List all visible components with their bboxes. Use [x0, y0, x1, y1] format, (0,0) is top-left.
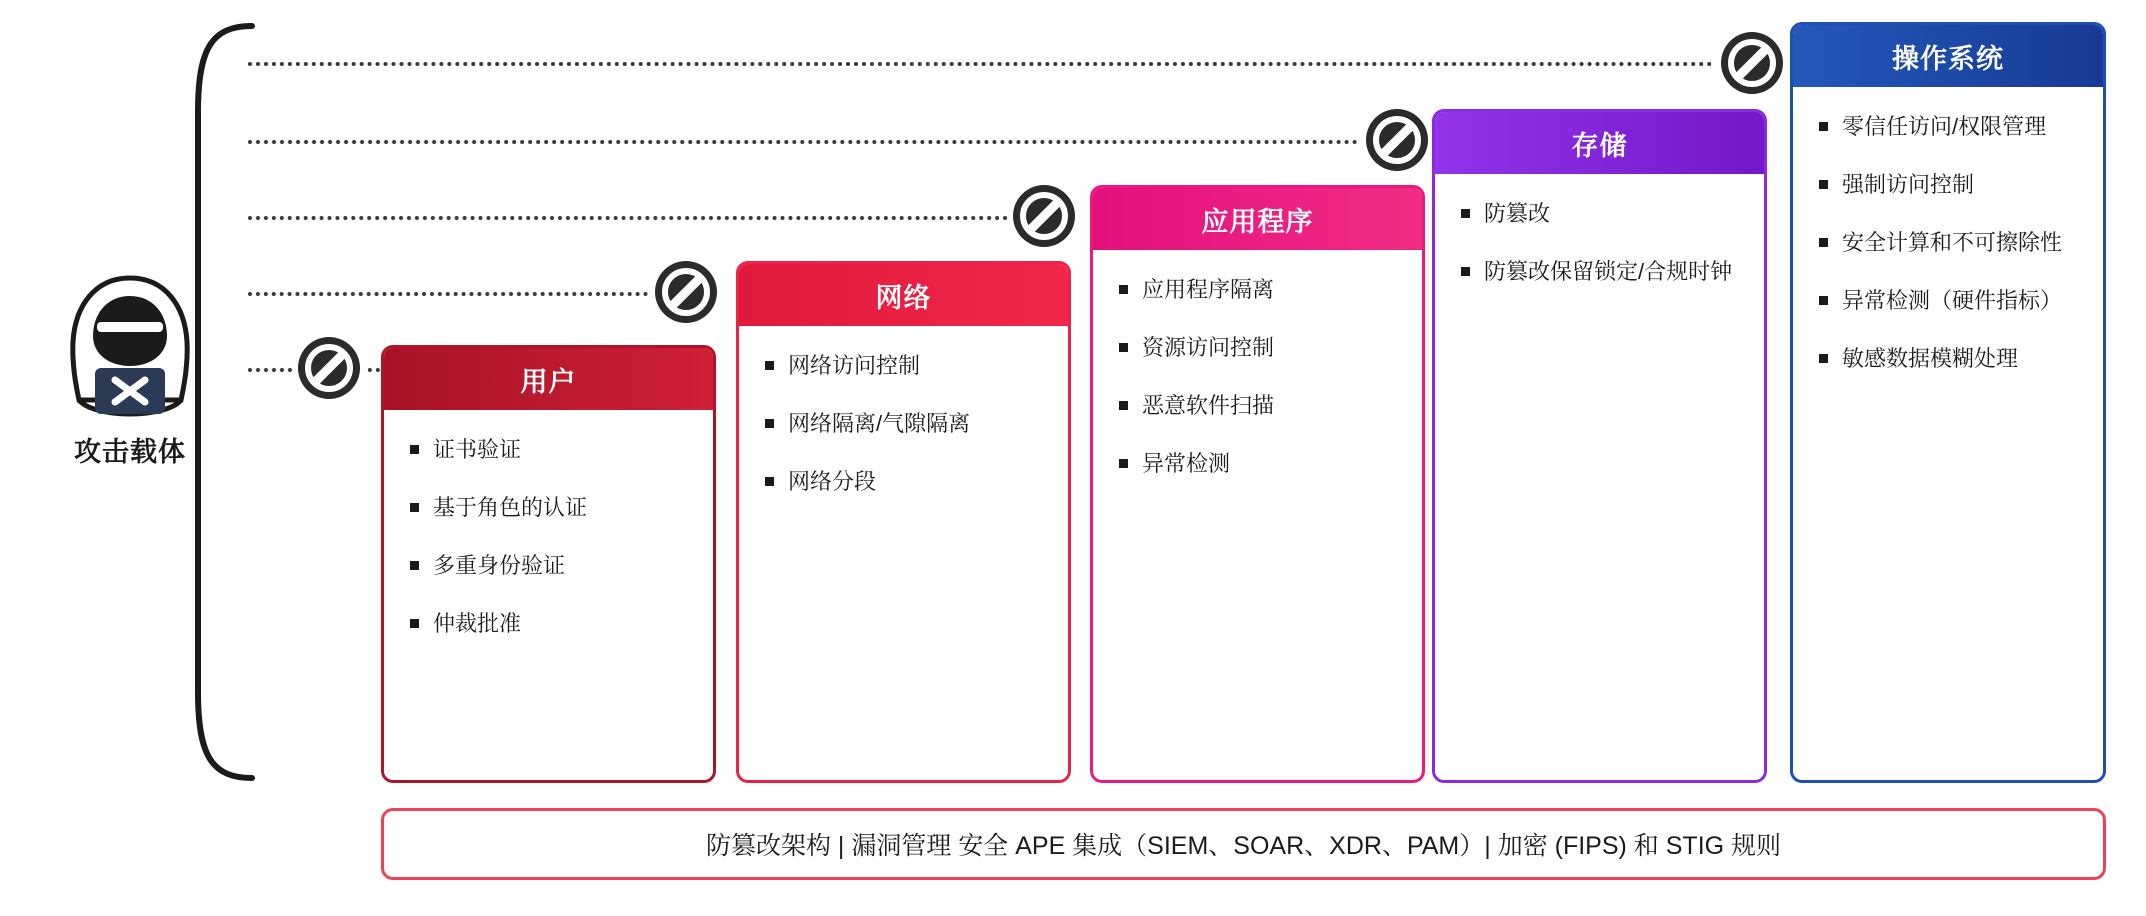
pillar-storage[interactable]: [1432, 109, 1767, 783]
pillar-application-body: [1093, 250, 1422, 516]
no-entry-icon-os: [1721, 32, 1783, 94]
hacker-icon: [55, 270, 205, 420]
bullet-icon: [410, 561, 419, 570]
list-item: 防篡改保留锁定/合规时钟: [1461, 256, 1742, 288]
list-item: 证书验证: [410, 434, 691, 466]
list-item: 恶意软件扫描: [1119, 390, 1400, 422]
no-entry-icon-user: [298, 337, 360, 399]
bullet-icon: [410, 503, 419, 512]
bullet-icon: [1819, 238, 1828, 247]
pillar-network[interactable]: [736, 261, 1071, 783]
attack-line-os: [248, 62, 1713, 66]
bullet-icon: [1119, 401, 1128, 410]
bullet-icon: [1819, 354, 1828, 363]
attack-line-application: [248, 216, 1008, 220]
pillar-operating-system[interactable]: [1790, 22, 2106, 783]
bullet-icon: [1819, 296, 1828, 305]
list-item: 应用程序隔离: [1119, 274, 1400, 306]
bracket-decoration: [190, 22, 260, 782]
bullet-icon: [765, 477, 774, 486]
no-entry-icon-storage: [1366, 109, 1428, 171]
list-item: 网络访问控制: [765, 350, 1046, 382]
list-item: 防篡改: [1461, 198, 1742, 230]
attack-line-storage: [248, 140, 1358, 144]
list-item: 网络隔离/气隙隔离: [765, 408, 1046, 440]
bullet-icon: [1119, 343, 1128, 352]
foundation-bar-label: 防篡改架构 | 漏洞管理 安全 APE 集成（SIEM、SOAR、XDR、PAM）| 加密 (FIPS) 和 STIG 规则: [705, 832, 1782, 860]
pillar-operating-system-title: 操作系统: [1892, 43, 2004, 74]
pillar-user-header: [384, 348, 713, 410]
bullet-icon: [1819, 180, 1828, 189]
pillar-storage-header: [1435, 112, 1764, 174]
list-item: 异常检测: [1119, 448, 1400, 480]
bullet-icon: [765, 361, 774, 370]
list-item: 网络分段: [765, 466, 1046, 498]
no-entry-icon-network: [655, 261, 717, 323]
list-item: 强制访问控制: [1819, 169, 2081, 201]
list-item: 零信任访问/权限管理: [1819, 111, 2081, 143]
list-item: 异常检测（硬件指标）: [1819, 285, 2081, 317]
bullet-icon: [1119, 459, 1128, 468]
pillar-application-title: 应用程序: [1201, 206, 1314, 237]
pillar-user[interactable]: [381, 345, 716, 783]
pillar-application-header: [1093, 188, 1422, 250]
list-item: 敏感数据模糊处理: [1819, 343, 2081, 375]
list-item: 资源访问控制: [1119, 332, 1400, 364]
list-item: 安全计算和不可擦除性: [1819, 227, 2081, 259]
pillar-application[interactable]: [1090, 185, 1425, 783]
pillar-network-header: [739, 264, 1068, 326]
attack-vector-label: 攻击载体: [74, 437, 186, 467]
pillar-user-body: [384, 410, 713, 676]
bullet-icon: [1461, 209, 1470, 218]
list-item: 多重身份验证: [410, 550, 691, 582]
no-entry-icon-application: [1013, 185, 1075, 247]
pillar-user-title: 用户: [520, 366, 577, 397]
bullet-icon: [1461, 267, 1470, 276]
pillar-operating-system-header: [1793, 25, 2103, 87]
bullet-icon: [1119, 285, 1128, 294]
list-item: 基于角色的认证: [410, 492, 691, 524]
pillar-network-title: 网络: [875, 282, 932, 313]
bullet-icon: [765, 419, 774, 428]
pillar-storage-body: [1435, 174, 1764, 324]
pillar-network-body: [739, 326, 1068, 534]
attack-line-network: [248, 292, 648, 296]
pillar-storage-title: 存储: [1571, 130, 1628, 161]
pillar-operating-system-body: [1793, 87, 2103, 410]
bullet-icon: [1819, 122, 1828, 131]
bullet-icon: [410, 445, 419, 454]
foundation-bar: [381, 808, 2106, 880]
list-item: 仲裁批准: [410, 608, 691, 640]
bullet-icon: [410, 619, 419, 628]
